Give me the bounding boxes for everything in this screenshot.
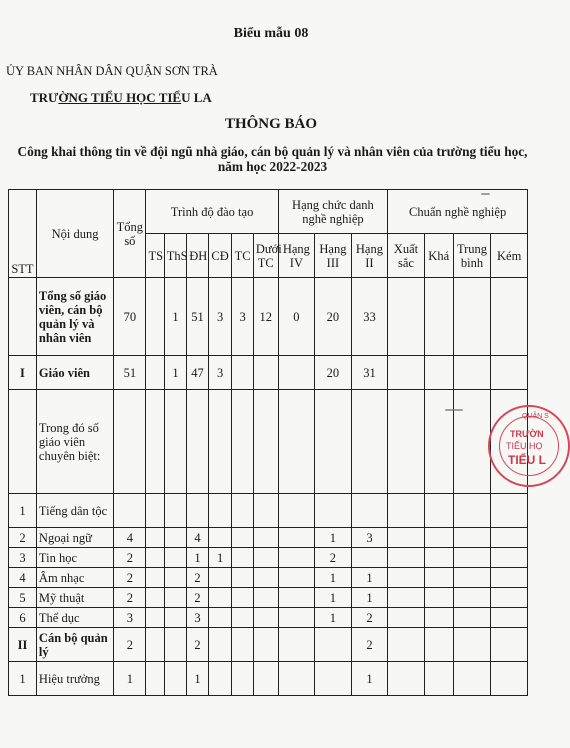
row-stt [9,390,37,494]
table-row [9,548,528,568]
header-sub: Hạng III [315,234,352,278]
table-row [9,528,528,548]
row-cell [253,390,278,494]
row-cell [278,390,315,494]
row-cell [146,608,164,628]
row-cell [388,356,425,390]
row-cell [164,548,187,568]
table-row [9,278,528,356]
row-cell [278,608,315,628]
row-cell [208,588,232,608]
row-cell [388,662,425,696]
row-cell [164,662,187,696]
row-cell [315,662,352,696]
row-cell [208,494,232,528]
row-cell [491,628,528,662]
row-cell: 1 [315,568,352,588]
row-cell: 2 [187,628,208,662]
table-row [9,588,528,608]
row-cell: 1 [351,568,388,588]
row-cell [278,588,315,608]
row-stt: II [9,628,37,662]
row-cell: 1 [351,588,388,608]
row-stt: 1 [9,662,37,696]
row-cell: 3 [208,356,232,390]
row-cell: 20 [315,278,352,356]
row-cell [146,568,164,588]
row-stt: 1 [9,494,37,528]
row-cell [253,356,278,390]
header-sub: Hạng II [351,234,388,278]
row-cell [424,662,453,696]
row-cell [164,390,187,494]
row-cell [388,588,425,608]
row-cell: 4 [114,528,146,548]
row-cell [232,548,253,568]
row-cell: 2 [351,628,388,662]
table-row [9,628,528,662]
row-cell [146,278,164,356]
header-sub: Trung bình [453,234,491,278]
row-cell: 51 [187,278,208,356]
row-cell: 12 [253,278,278,356]
row-cell [164,568,187,588]
row-stt: 2 [9,528,37,548]
table-row [9,608,528,628]
row-cell: 47 [187,356,208,390]
row-cell: 1 [351,662,388,696]
row-cell [146,588,164,608]
row-cell [114,494,146,528]
row-cell: 51 [114,356,146,390]
form-number: Biểu mẫu 08 [233,26,309,41]
row-cell [253,548,278,568]
table-row [9,356,528,390]
school-name-underlined: ỜNG TIỂU HỌC TIỂ [58,90,182,105]
header-sub: Dưới TC [253,234,278,278]
row-cell [232,494,253,528]
row-cell [232,390,253,494]
row-cell [453,568,491,588]
row-cell [453,528,491,548]
row-cell [208,608,232,628]
row-stt: 4 [9,568,37,588]
row-cell [278,628,315,662]
row-cell [164,494,187,528]
row-cell [146,390,164,494]
row-cell [208,662,232,696]
row-cell: 3 [114,608,146,628]
header-sub: ThS [164,234,187,278]
table-row [9,662,528,696]
row-cell: 2 [187,588,208,608]
row-cell [453,356,491,390]
row-cell [388,278,425,356]
row-cell [164,628,187,662]
row-cell [278,548,315,568]
row-cell [388,528,425,548]
row-cell [208,628,232,662]
row-cell [253,662,278,696]
row-label: Âm nhạc [36,568,113,588]
row-label: Hiệu trưởng [36,662,113,696]
row-cell [208,568,232,588]
row-cell: 0 [278,278,315,356]
row-cell [164,588,187,608]
row-cell [351,390,388,494]
row-cell: 1 [315,608,352,628]
row-cell [424,356,453,390]
row-stt [9,278,37,356]
row-cell [315,628,352,662]
staff-table [8,189,528,696]
row-cell [232,588,253,608]
header-rank: Hạng chức danh nghề nghiệp [278,190,388,234]
row-cell [187,494,208,528]
row-cell [424,528,453,548]
row-cell [491,662,528,696]
table-row [9,390,528,494]
header-sub: TC [232,234,253,278]
row-cell: 1 [164,356,187,390]
row-cell [253,628,278,662]
row-cell [187,390,208,494]
row-label: Tổng số giáo viên, cán bộ quản lý và nhân viên [36,278,113,356]
row-cell [278,662,315,696]
row-cell: 3 [351,528,388,548]
school-seal [488,405,570,487]
row-cell: 4 [187,528,208,548]
row-cell [388,390,425,494]
header-sub: CĐ [208,234,232,278]
row-cell [164,608,187,628]
row-label: Tin học [36,548,113,568]
row-cell [453,548,491,568]
row-cell [491,548,528,568]
row-cell [388,628,425,662]
row-cell [232,356,253,390]
row-cell [253,528,278,548]
row-cell [208,528,232,548]
row-label: Mỹ thuật [36,588,113,608]
row-cell [208,390,232,494]
row-cell [315,494,352,528]
row-cell [424,588,453,608]
row-cell [253,588,278,608]
header-content: Nội dung [36,190,113,278]
seal-text: QUẬN S [522,413,549,420]
school-name-part: U LA [181,90,212,105]
header-sub: Xuất sắc [388,234,425,278]
row-cell [315,390,352,494]
row-cell [232,608,253,628]
seal-text: TIỂU HỌ [506,441,543,451]
row-cell [253,494,278,528]
row-cell [453,628,491,662]
row-cell: 2 [187,568,208,588]
organization-name: ỦY BAN NHÂN DÂN QUẬN SƠN TRÀ [6,64,218,78]
row-cell: 31 [351,356,388,390]
row-stt: 5 [9,588,37,608]
row-label: Thể dục [36,608,113,628]
row-cell: 1 [114,662,146,696]
row-stt: 6 [9,608,37,628]
row-cell [388,568,425,588]
row-cell [278,356,315,390]
row-cell [164,528,187,548]
row-cell [253,608,278,628]
header-training-level: Trình độ đào tạo [146,190,278,234]
row-cell: 3 [232,278,253,356]
ink-mark [445,409,463,411]
row-cell: 1 [208,548,232,568]
row-cell [453,608,491,628]
row-stt: I [9,356,37,390]
seal-text: TRƯỜN [510,429,544,439]
row-cell [146,494,164,528]
row-cell [424,568,453,588]
row-cell: 1 [187,548,208,568]
row-cell: 2 [114,588,146,608]
row-cell [278,528,315,548]
row-cell: 2 [315,548,352,568]
row-cell [491,356,528,390]
row-label: Tiếng dân tộc [36,494,113,528]
row-cell [351,494,388,528]
row-cell [253,568,278,588]
row-cell [491,568,528,588]
row-label: Giáo viên [36,356,113,390]
header-sub: ĐH [187,234,208,278]
row-cell: 2 [114,628,146,662]
row-cell [424,390,453,494]
row-cell [491,588,528,608]
row-cell [388,548,425,568]
row-cell [453,662,491,696]
row-cell: 1 [315,528,352,548]
row-cell [232,528,253,548]
notice-title: THÔNG BÁO [224,116,318,132]
row-label: Cán bộ quản lý [36,628,113,662]
row-cell: 2 [114,568,146,588]
header-sub: Hạng IV [278,234,315,278]
row-cell [351,548,388,568]
row-cell [146,356,164,390]
row-cell [388,494,425,528]
row-cell [232,568,253,588]
row-cell [424,628,453,662]
row-cell [424,494,453,528]
table-body [9,278,528,696]
ink-mark [481,193,490,195]
row-cell [424,608,453,628]
row-cell: 2 [351,608,388,628]
table-row [9,568,528,588]
row-cell: 1 [187,662,208,696]
school-name [30,90,212,106]
row-label: Trong đó số giáo viên chuyên biệt: [36,390,113,494]
row-cell [424,548,453,568]
row-cell: 1 [315,588,352,608]
table-row [9,494,528,528]
row-cell: 3 [187,608,208,628]
row-cell [453,588,491,608]
notice-subtitle: Công khai thông tin về đội ngũ nhà giáo, cán bộ quản lý và nhân viên của trường tiểu học, năm học 2022-2023 [17,144,528,174]
header-stt: STT [9,190,37,278]
row-cell: 2 [114,548,146,568]
seal-text: TIỂU L [508,453,546,467]
row-cell [491,278,528,356]
row-cell: 70 [114,278,146,356]
row-cell [278,494,315,528]
header-standard: Chuẩn nghề nghiệp [388,190,528,234]
row-cell [232,628,253,662]
row-cell [146,548,164,568]
row-cell [146,528,164,548]
row-cell [388,608,425,628]
row-cell [114,390,146,494]
row-cell [146,628,164,662]
row-cell: 33 [351,278,388,356]
row-cell [491,494,528,528]
row-cell: 20 [315,356,352,390]
row-cell [278,568,315,588]
row-cell [453,278,491,356]
row-cell [453,494,491,528]
header-sub: Khá [424,234,453,278]
row-cell [491,528,528,548]
row-cell [491,608,528,628]
row-cell [424,278,453,356]
row-cell [232,662,253,696]
row-cell: 1 [164,278,187,356]
row-cell: 3 [208,278,232,356]
header-total: Tổng số [114,190,146,278]
header-sub: TS [146,234,164,278]
row-stt: 3 [9,548,37,568]
school-name-part: TRƯ [30,90,59,105]
header-sub: Kém [491,234,528,278]
row-cell [453,390,491,494]
row-label: Ngoại ngữ [36,528,113,548]
row-cell [146,662,164,696]
